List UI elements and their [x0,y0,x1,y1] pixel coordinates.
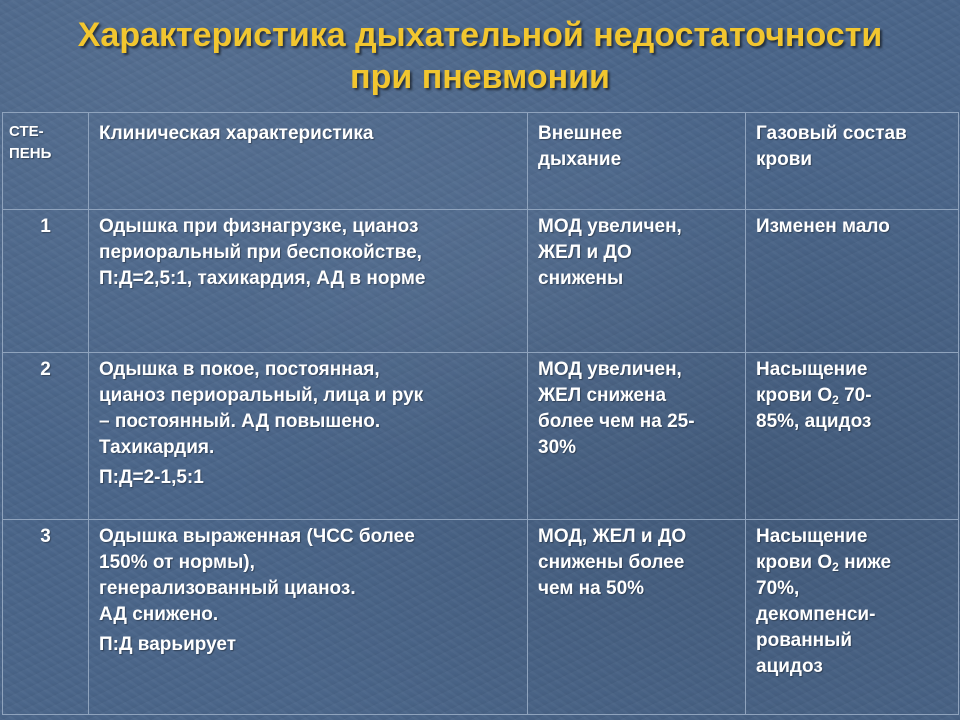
blood-gas-cell: Насыщение крови $О_2$ ниже 70%, декомпенси- рованный ацидоз [746,520,959,715]
header-clinical: Клиническая характеристика [89,113,528,210]
header-blood-gas: Газовый состав крови [746,113,959,210]
header-breathing: Внешнее дыхание [528,113,746,210]
degree-cell: 2 [3,353,89,520]
blood-gas-cell: Изменен мало [746,210,959,353]
clinical-cell: Одышка выраженная (ЧСС более 150% от нормы), генерализованный цианоз. АД снижено. П:Д варьирует [89,520,528,715]
clinical-cell: Одышка при физнагрузке, цианоз периоральный при беспокойстве, П:Д=2,5:1, тахикардия, АД в норме [89,210,528,353]
header-degree: СТЕ- ПЕНЬ [3,113,89,210]
breathing-cell: МОД, ЖЕЛ и ДО снижены более чем на 50% [528,520,746,715]
table-row [3,353,959,520]
table-row [3,210,959,353]
breathing-cell: МОД увеличен, ЖЕЛ снижена более чем на 25- 30% [528,353,746,520]
title-line-1: Характеристика дыхательной недостаточности [77,16,883,54]
title-line-2: при пневмонии [350,58,610,96]
clinical-cell: Одышка в покое, постоянная, цианоз периоральный, лица и рук – постоянный. АД повышено. Тахикардия. П:Д=2-1,5:1 [89,353,528,520]
table-header-row [3,113,959,210]
breathing-cell: МОД увеличен, ЖЕЛ и ДО снижены [528,210,746,353]
blood-gas-cell: Насыщение крови $О_2$ 70- 85%, ацидоз [746,353,959,520]
table-row [3,520,959,715]
degree-cell: 1 [3,210,89,353]
page-title [0,14,960,98]
degree-cell: 3 [3,520,89,715]
respiratory-failure-table [2,112,959,715]
